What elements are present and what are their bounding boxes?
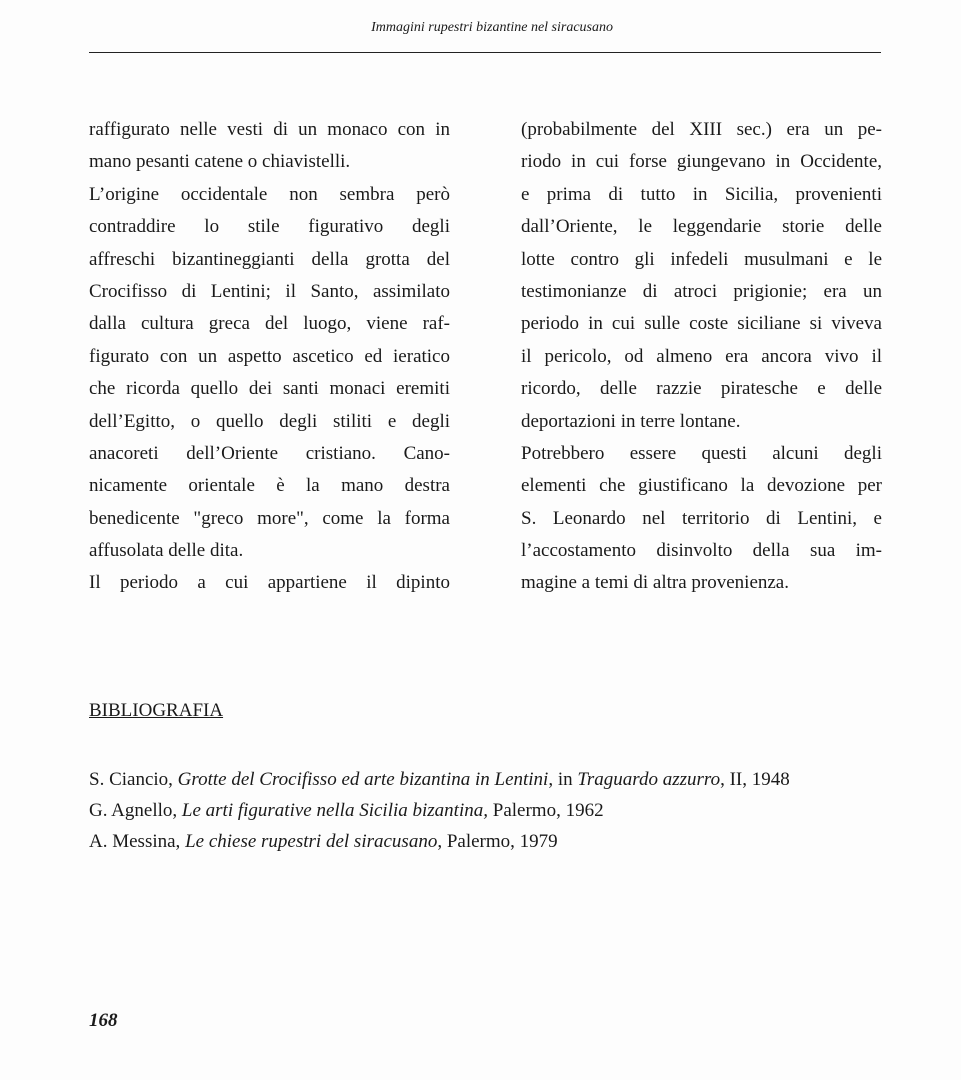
bibliography-entry [89,764,889,795]
entry-rest1: , Palermo, 1979 [437,831,558,852]
running-head: Immagini rupestri bizantine nel siracusano [371,20,613,35]
entry-journal: Traguardo azzurro [577,769,721,790]
bibliography-entry [89,795,889,826]
entry-title: Le arti figurative nella Sicilia bizantina, [181,800,488,821]
text-line: ricordo, delle razzie piratesche e delle [521,378,882,400]
text-line: riodo in cui forse giungevano in Occidente, [521,151,882,173]
text-line: figurato con un aspetto ascetico ed ieratico [89,345,450,367]
text-line: lotte contro gli infedeli musulmani e le [521,248,882,270]
header-rule [89,52,881,53]
entry-rest1: , in [548,769,578,790]
text-line: Crocifisso di Lentini; il Santo, assimilato [89,280,450,302]
text-line: dell’Egitto, o quello degli stiliti e degli [89,410,450,432]
text-line: deportazioni in terre lontane. [521,410,741,432]
text-line: affreschi bizantineggianti della grotta del [89,248,450,270]
entry-title: Le chiese rupestri del siracusano [185,831,438,852]
text-line: contraddire lo stile figurativo degli [89,216,450,238]
text-line: che ricorda quello dei santi monaci eremiti [89,378,450,400]
text-line: periodo in cui sulle coste siciliane si viveva [521,313,882,335]
text-line: elementi che giustificano la devozione per [521,475,882,497]
text-line: (probabilmente del XIII sec.) era un pe- [521,119,882,140]
text-line: dalla cultura greca del luogo, viene raf- [89,313,450,335]
right-text-column [521,114,882,600]
bibliography-heading: BIBLIOGRAFIA [89,700,224,721]
text-line: e prima di tutto in Sicilia, provenienti [521,183,882,205]
entry-author: G. Agnello, [89,800,182,821]
entry-author: S. Ciancio, [89,769,178,790]
text-line: anacoreti dell’Oriente cristiano. Cano- [89,442,450,464]
text-line: magine a temi di altra provenienza. [521,572,789,594]
entry-author: A. Messina, [89,831,186,852]
text-line: nicamente orientale è la mano destra [89,475,450,497]
entry-title: Grotte del Crocifisso ed arte bizantina in Lentini [177,769,549,790]
bibliography-list [89,764,889,857]
text-line: benedicente "greco more", come la forma [89,507,450,529]
text-line: S. Leonardo nel territorio di Lentini, e [521,507,882,529]
text-line: il pericolo, od almeno era ancora vivo il [521,345,882,367]
text-line: mano pesanti catene o chiavistelli. [89,151,351,173]
text-line: l’accostamento disinvolto della sua im- [521,540,882,562]
text-line: affusolata delle dita. [89,540,244,562]
text-line: Potrebbero essere questi alcuni degli [521,442,882,464]
entry-rest1: Palermo, 1962 [488,800,604,821]
text-line: raffigurato nelle vesti di un monaco con in [89,119,450,140]
bibliography-entry [89,826,889,857]
text-line: L’origine occidentale non sembra però [89,183,450,205]
text-line: dall’Oriente, le leggendarie storie delle [521,216,882,238]
text-line: Il periodo a cui appartiene il dipinto [89,572,450,594]
page-number: 168 [89,1010,118,1031]
entry-rest2: , II, 1948 [720,769,790,790]
text-line: testimonianze di atroci prigionie; era un [521,280,882,302]
left-text-column [89,114,450,600]
